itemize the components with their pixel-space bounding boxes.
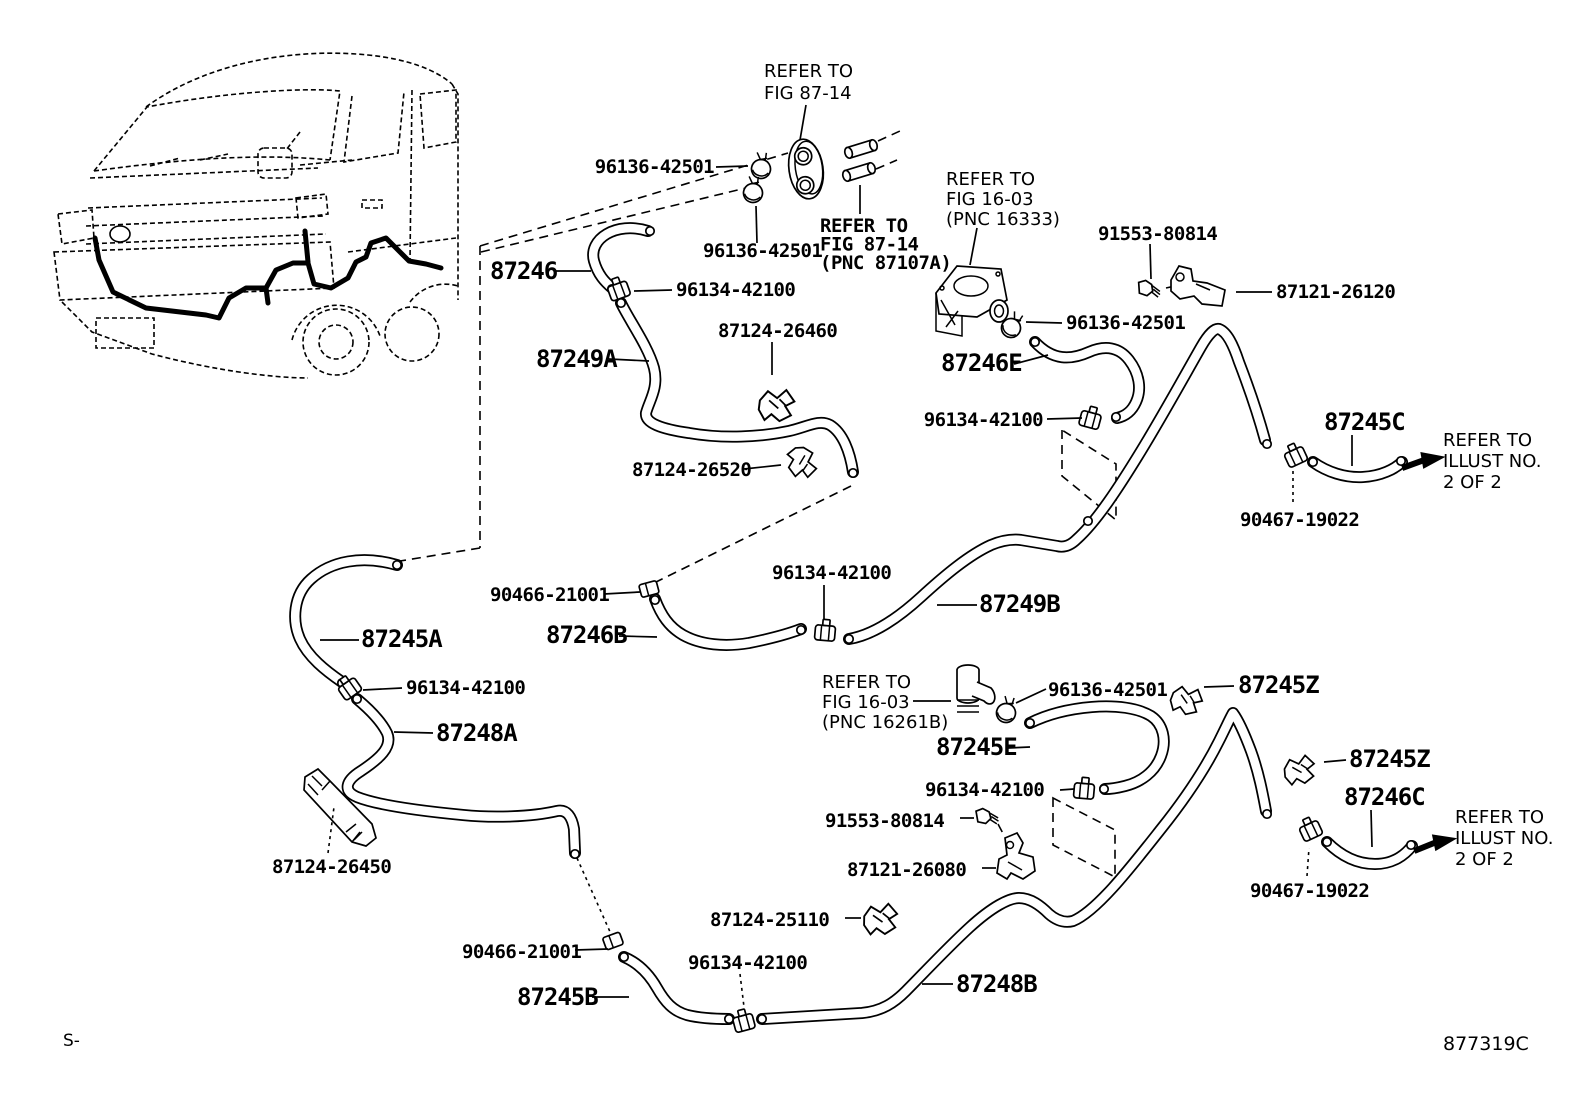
clamp-96136	[749, 150, 774, 181]
tube-end	[845, 635, 853, 643]
tube-end	[1026, 719, 1034, 727]
construction-line	[577, 858, 611, 934]
hose-clip-87245Z-a	[1168, 684, 1205, 718]
label-pn-96134-42100-e: 96134-42100	[925, 779, 1045, 801]
tube-end	[1397, 457, 1405, 465]
leader-line	[756, 206, 757, 243]
leader-line	[1324, 760, 1346, 762]
label-pn-96134-42100-a: 96134-42100	[676, 279, 796, 301]
clamp-bracket-26080	[997, 833, 1035, 879]
tube-end	[620, 953, 628, 961]
note-ref-fig87-14-pnc-line2: (PNC 87107A)	[820, 252, 952, 274]
clamp-90467	[1281, 441, 1308, 468]
label-hl-87245C: 87245C	[1324, 408, 1405, 436]
note-ref-illust-upper-line0: REFER TO	[1443, 430, 1532, 451]
leader-line	[1371, 810, 1372, 847]
leader-line	[394, 732, 433, 733]
label-hl-87245Z-b: 87245Z	[1349, 745, 1430, 773]
tube-end	[1309, 458, 1317, 466]
hoses-layer	[295, 228, 1412, 1019]
label-pn-87121-26120: 87121-26120	[1276, 281, 1396, 303]
clamp-90466	[602, 932, 623, 950]
bolt-part	[1136, 279, 1163, 300]
tube-end	[849, 469, 857, 477]
note-ref-fig87-14-pnc-line1: FIG 87-14	[820, 233, 919, 256]
label-pn-91553-80814-b: 91553-80814	[825, 810, 945, 832]
continuation-arrow-upper	[1401, 451, 1446, 470]
tube-end	[1263, 810, 1271, 818]
note-ref-fig16-03-pnc16261b-line2: (PNC 16261B)	[822, 712, 949, 733]
tee-joint-part	[957, 665, 995, 712]
hose-clip-26460	[759, 390, 795, 421]
tube-end	[1112, 413, 1120, 421]
note-ref-fig16-03-pnc16333-line1: FIG 16-03	[946, 189, 1034, 210]
leader-line	[604, 592, 640, 594]
tube-end	[758, 1015, 766, 1023]
label-pn-96134-42100-f: 96134-42100	[688, 952, 808, 974]
label-pn-91553-80814-a: 91553-80814	[1098, 223, 1218, 245]
label-pn-96136-42501-c: 96136-42501	[1066, 312, 1186, 334]
note-ref-fig16-03-pnc16333-line2: (PNC 16333)	[946, 209, 1060, 230]
leader-line	[1026, 322, 1062, 323]
construction-line	[876, 160, 897, 169]
hose-clip-26450	[304, 769, 376, 846]
note-ref-fig16-03-pnc16333-line0: REFER TO	[946, 169, 1035, 190]
note-ref-illust-upper-line1: ILLUST NO.	[1443, 451, 1542, 472]
leader-line	[363, 688, 402, 690]
leader-line	[1047, 418, 1082, 419]
clamp-96136	[993, 694, 1021, 726]
clamp-96134	[1073, 777, 1095, 800]
tube-end	[571, 850, 579, 858]
tube-end	[1031, 338, 1039, 346]
label-hl-87245A: 87245A	[361, 625, 442, 653]
tube-end	[646, 227, 654, 235]
tube-end	[1323, 838, 1331, 846]
label-pn-96136-42501-b: 96136-42501	[703, 240, 823, 262]
label-hl-87249A: 87249A	[536, 345, 617, 373]
note-ref-illust-upper-line2: 2 OF 2	[1443, 472, 1502, 493]
clamp-90467	[1296, 815, 1323, 842]
highlighted-piping	[95, 231, 441, 318]
clamp-96134	[731, 1007, 756, 1032]
note-ref-illust-lower-line2: 2 OF 2	[1455, 849, 1514, 870]
tube-end	[1084, 517, 1092, 525]
figure-code: 877319C	[1443, 1033, 1529, 1055]
tube-end	[725, 1015, 733, 1023]
label-pn-87121-26080: 87121-26080	[847, 859, 967, 881]
note-ref-illust-lower-line0: REFER TO	[1455, 807, 1544, 828]
note-ref-fig16-03-pnc16261b-line0: REFER TO	[822, 672, 911, 693]
note-ref-fig87-14-line0: REFER TO	[764, 61, 853, 82]
note-ref-fig87-14-line1: FIG 87-14	[764, 83, 852, 104]
leader-line	[634, 290, 672, 291]
construction-line	[400, 548, 480, 561]
label-pn-96136-42501-a: 96136-42501	[594, 156, 714, 178]
sheet-code: S-	[63, 1031, 80, 1051]
tube-end	[393, 561, 401, 569]
vehicle-inset	[54, 53, 458, 378]
tube-end	[1263, 440, 1271, 448]
label-hl-87246: 87246	[490, 257, 558, 285]
label-pn-87124-26450: 87124-26450	[272, 856, 392, 878]
label-pn-96134-42100-d: 96134-42100	[406, 677, 526, 699]
stud-pipe	[844, 139, 879, 159]
construction-line	[878, 131, 900, 141]
note-ref-fig16-03-pnc16261b-line1: FIG 16-03	[822, 692, 910, 713]
leader-line	[740, 974, 744, 1007]
label-hl-87248B: 87248B	[956, 970, 1037, 998]
label-hl-87245B: 87245B	[517, 983, 598, 1011]
label-hl-87246C: 87246C	[1344, 783, 1425, 811]
clamp-96134	[814, 619, 836, 642]
leader-line	[1016, 689, 1046, 703]
stud-pipe	[842, 162, 877, 182]
leader-line	[716, 166, 748, 167]
label-hl-87245E: 87245E	[936, 733, 1017, 761]
construction-line	[998, 824, 1006, 839]
label-pn-90466-21001-a: 90466-21001	[490, 584, 610, 606]
label-pn-90467-19022-a: 90467-19022	[1240, 509, 1360, 531]
label-hl-87248A: 87248A	[436, 719, 517, 747]
leader-line	[1060, 789, 1074, 790]
clamp-96134	[1078, 404, 1103, 429]
leader-line	[970, 228, 977, 265]
label-pn-96134-42100-c: 96134-42100	[772, 562, 892, 584]
label-pn-90467-19022-b: 90467-19022	[1250, 880, 1370, 902]
leader-line	[1307, 848, 1309, 876]
leader-line	[800, 105, 806, 140]
water-outlet-bracket	[936, 266, 1008, 336]
continuation-arrow-lower	[1413, 832, 1458, 853]
label-hl-87249B: 87249B	[979, 590, 1060, 618]
label-pn-87124-25110: 87124-25110	[710, 909, 830, 931]
label-hl-87246B: 87246B	[546, 621, 627, 649]
brand-emblem	[110, 226, 130, 242]
tube-end	[797, 626, 805, 634]
note-ref-illust-lower-line1: ILLUST NO.	[1455, 828, 1554, 849]
label-pn-96134-42100-b: 96134-42100	[923, 409, 1043, 431]
hose-clip-87245Z-b	[1282, 754, 1318, 787]
tube-end	[651, 596, 659, 604]
label-pn-90466-21001-b: 90466-21001	[462, 941, 582, 963]
hose-clip-26520	[786, 445, 818, 480]
label-pn-87124-26520: 87124-26520	[632, 459, 752, 481]
grommet-part	[785, 137, 827, 201]
bolt-part	[974, 807, 1000, 826]
hose-87246-fill	[593, 228, 648, 288]
label-hl-87246E: 87246E	[941, 349, 1022, 377]
hose-87246E-fill	[1035, 342, 1139, 418]
leader-line	[1150, 244, 1151, 279]
label-pn-87124-26460: 87124-26460	[718, 320, 838, 342]
label-hl-87245Z-a: 87245Z	[1238, 671, 1319, 699]
construction-line	[1053, 798, 1115, 877]
label-pn-96136-42501-d: 96136-42501	[1048, 679, 1168, 701]
clamp-bracket-26120	[1171, 266, 1225, 306]
leader-line	[1204, 686, 1234, 687]
note-ref-fig87-14-pnc-line0: REFER TO	[820, 215, 908, 237]
tube-end	[1100, 785, 1108, 793]
hose-clip-25110	[862, 903, 899, 936]
